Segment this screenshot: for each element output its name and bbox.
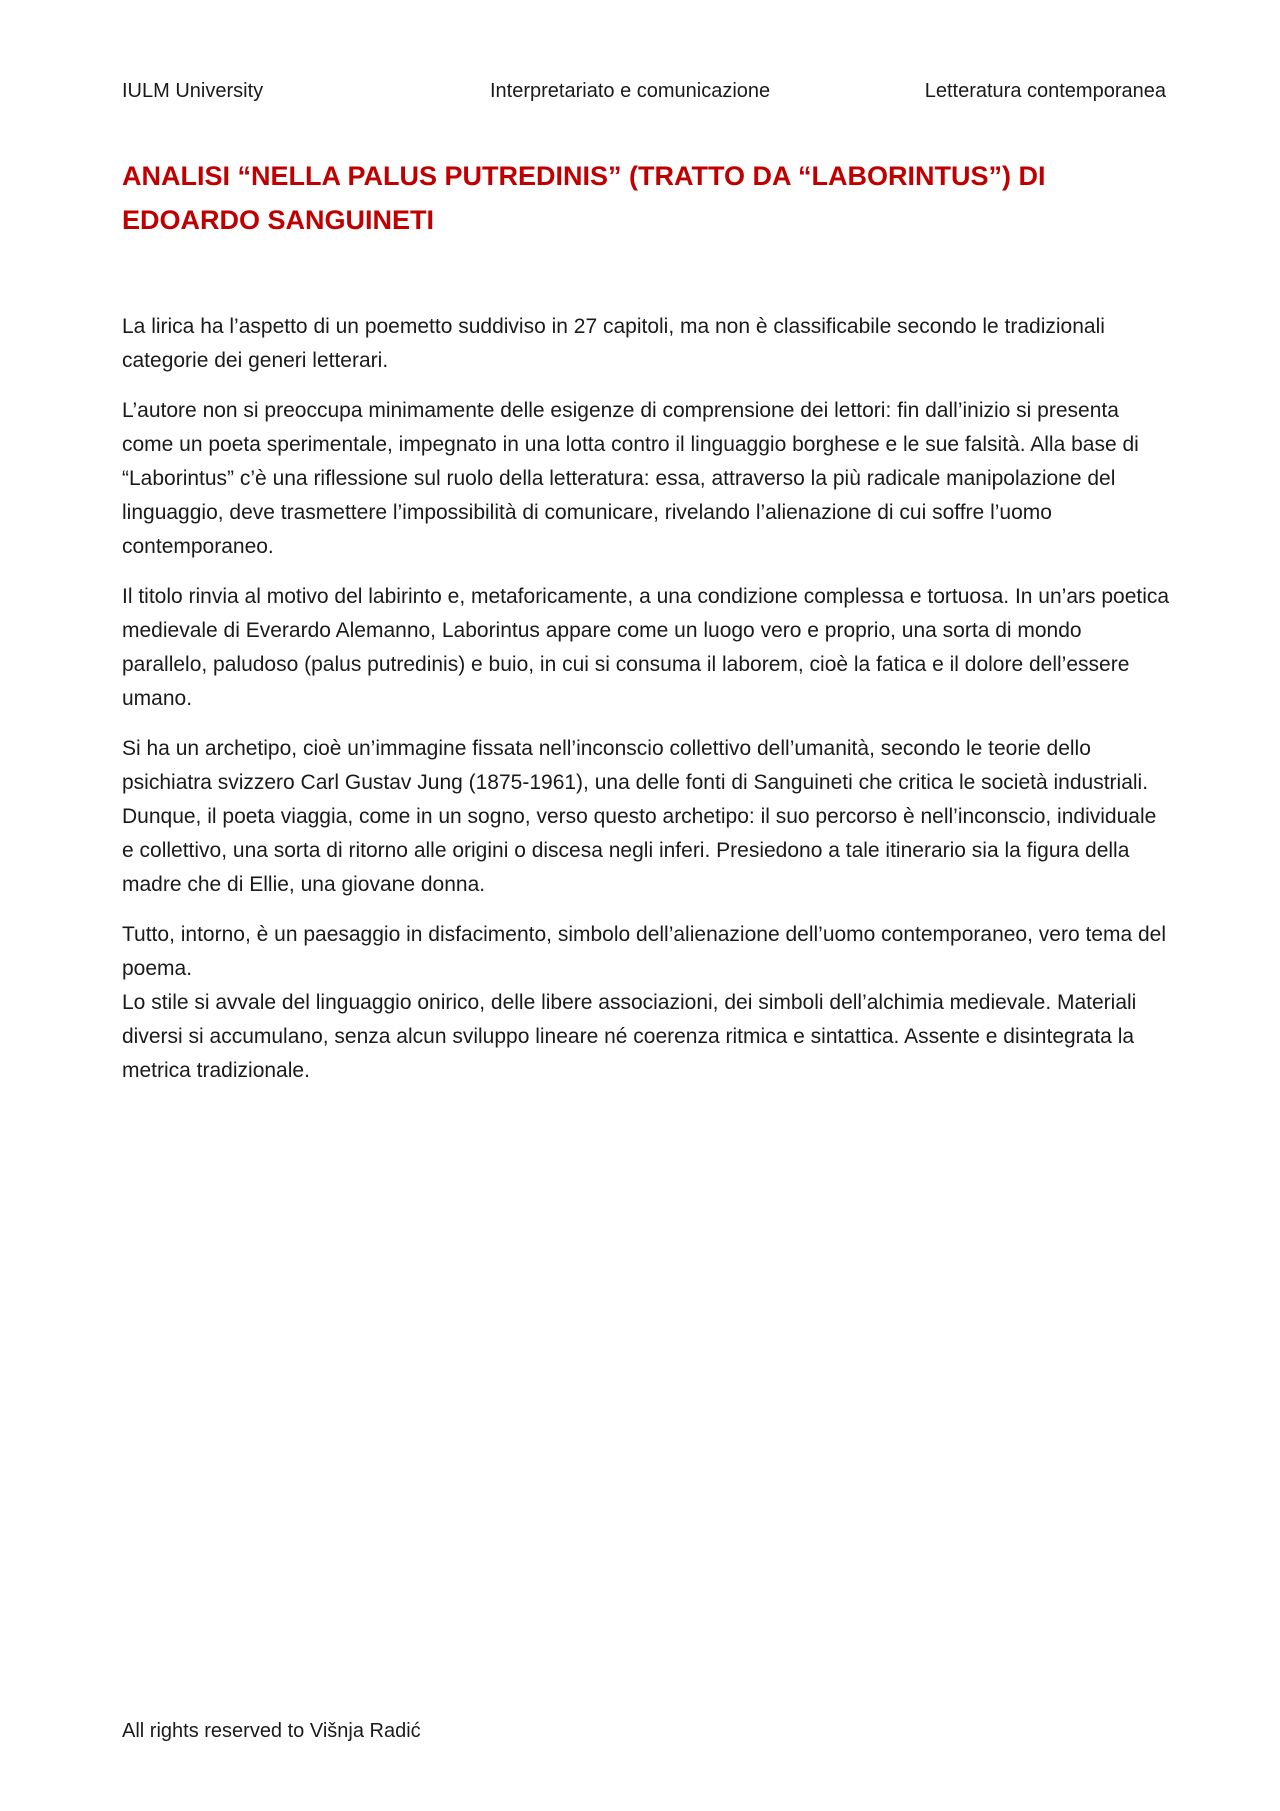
paragraph-style: Lo stile si avvale del linguaggio onirico, delle libere associazioni, dei simboli dell’alchimia medievale. Materiali diversi si accumulano, senza alcun sviluppo lineare né coerenza ritmica e sintattica. Assente e disintegrata la metrica tradizionale. bbox=[122, 991, 1137, 1082]
paragraph-intro: La lirica ha l’aspetto di un poemetto suddiviso in 27 capitoli, ma non è classificabile secondo le tradizionali categorie dei generi letterari. bbox=[122, 315, 1105, 372]
document-body bbox=[122, 310, 1172, 1104]
paragraph-landscape: Tutto, intorno, è un paesaggio in disfacimento, simbolo dell’alienazione dell’uomo contemporaneo, vero tema del poema. bbox=[122, 923, 1167, 980]
header-subject: Letteratura contemporanea bbox=[924, 80, 1166, 102]
paragraph-author: L’autore non si preoccupa minimamente delle esigenze di comprensione dei lettori: fin dall’inizio si presenta come un poeta sperimentale, impegnato in una lotta contro il linguaggio borghese e le sue falsità. Alla base di “Laborintus” c’è una riflessione sul ruolo della letteratura: essa, attraverso la più radicale manipolazione del linguaggio, deve trasmettere l’impossibilità di comunicare, rivelando l’alienazione di cui soffre l’uomo contemporaneo. bbox=[122, 399, 1139, 558]
document-title: ANALISI “NELLA PALUS PUTREDINIS” (TRATTO DA “LABORINTUS”) DI EDOARDO SANGUINETI bbox=[122, 161, 1046, 235]
page-header bbox=[122, 78, 1166, 104]
paragraph-archetype: Si ha un archetipo, cioè un’immagine fissata nell’inconscio collettivo dell’umanità, secondo le teorie dello psichiatra svizzero Carl Gustav Jung (1875-1961), una delle fonti di Sanguineti che critica le società industriali. Dunque, il poeta viaggia, come in un sogno, verso questo archetipo: il suo percorso è nell’inconscio, individuale e collettivo, una sorta di ritorno alle origini o discesa negli inferi. Presiedono a tale itinerario sia la figura della madre che di Ellie, una giovane donna. bbox=[122, 737, 1157, 896]
header-course: Interpretariato e comunicazione bbox=[490, 80, 771, 102]
paragraph-title-meaning: Il titolo rinvia al motivo del labirinto e, metaforicamente, a una condizione complessa e tortuosa. In un’ars poetica medievale di Everardo Alemanno, Laborintus appare come un luogo vero e proprio, una sorta di mondo parallelo, paludoso (palus putredinis) e buio, in cui si consuma il laborem, cioè la fatica e il dolore dell’essere umano. bbox=[122, 585, 1170, 710]
header-institution: IULM University bbox=[122, 80, 264, 102]
page-footer: All rights reserved to Višnja Radić bbox=[122, 1720, 421, 1742]
